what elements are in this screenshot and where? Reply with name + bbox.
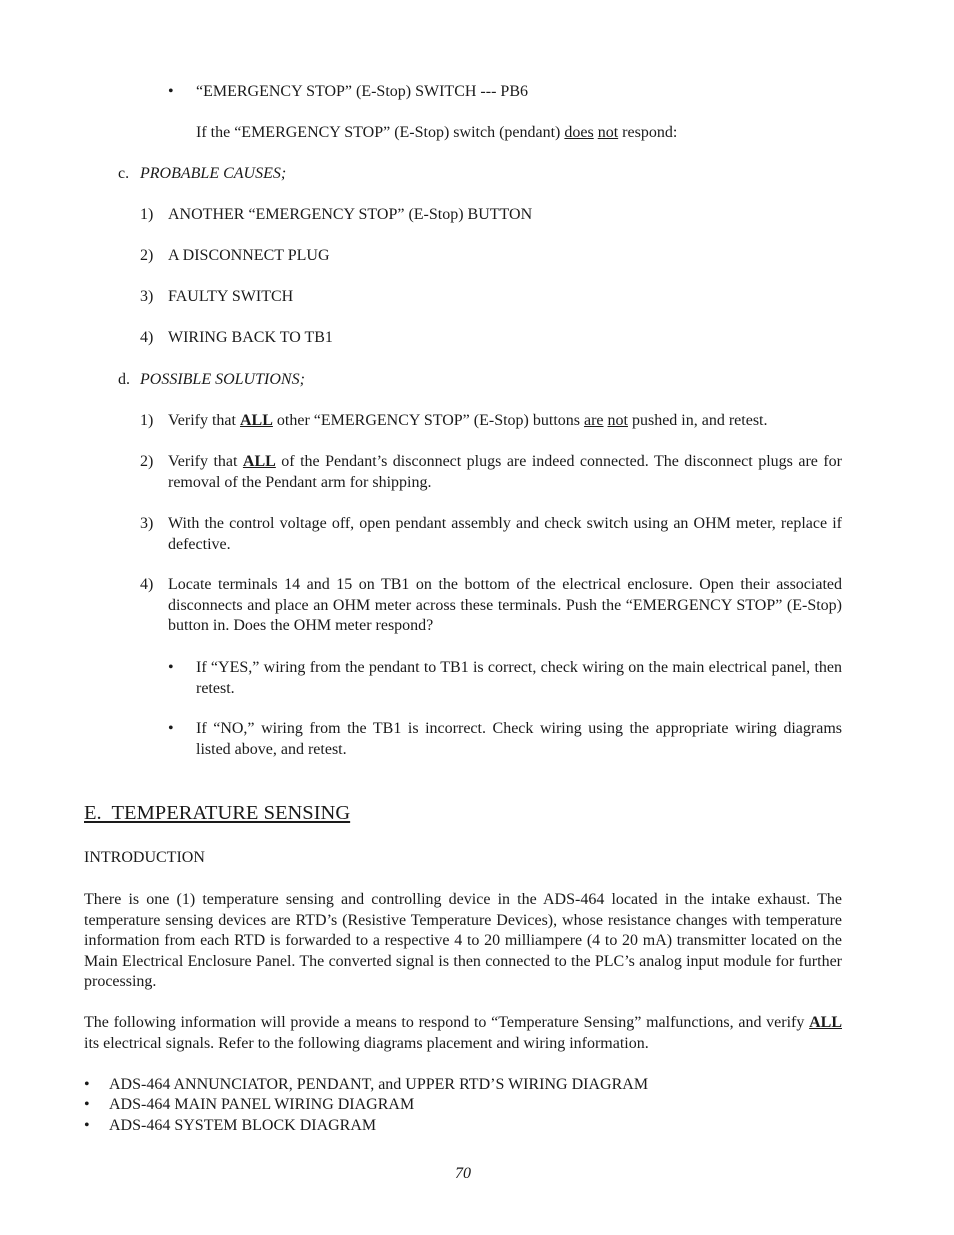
- solution-number: 4): [140, 576, 154, 593]
- solution-number: 2): [140, 453, 154, 470]
- cause-number: 1): [140, 206, 154, 223]
- bullet-icon: •: [168, 659, 174, 676]
- cause-item: FAULTY SWITCH: [168, 288, 294, 305]
- possible-solutions-heading: POSSIBLE SOLUTIONS;: [140, 371, 305, 388]
- introduction-label: INTRODUCTION: [84, 849, 205, 866]
- cause-number: 4): [140, 329, 154, 346]
- solution-item: Locate terminals 14 and 15 on TB1 on the bottom of the electrical enclosure. Open their associated disconnects and place an OHM meter across these terminals. Push the “EMERGENCY STOP” (E-Stop) button in. Does the OHM meter respond?: [168, 576, 842, 634]
- cause-item: WIRING BACK TO TB1: [168, 329, 333, 346]
- bullet-icon: •: [168, 83, 174, 100]
- estop-switch-line: “EMERGENCY STOP” (E-Stop) SWITCH --- PB6: [196, 83, 528, 100]
- diagram-list-item: ADS-464 SYSTEM BLOCK DIAGRAM: [109, 1117, 377, 1134]
- diagram-list-item: ADS-464 MAIN PANEL WIRING DIAGRAM: [109, 1096, 415, 1113]
- bullet-icon: •: [84, 1076, 90, 1093]
- solution-number: 3): [140, 515, 154, 532]
- no-response-note: If the “EMERGENCY STOP” (E-Stop) switch (pendant) does not respond:: [196, 124, 678, 141]
- diagram-list-item: ADS-464 ANNUNCIATOR, PENDANT, and UPPER RTD’S WIRING DIAGRAM: [109, 1076, 649, 1093]
- cause-number: 3): [140, 288, 154, 305]
- section-marker-c: c.: [118, 165, 130, 182]
- cause-item: ANOTHER “EMERGENCY STOP” (E-Stop) BUTTON: [168, 206, 533, 223]
- solution-number: 1): [140, 412, 154, 429]
- sub-bullet-item: If “NO,” wiring from the TB1 is incorrect. Check wiring using the appropriate wiring diagrams listed above, and retest.: [196, 720, 842, 758]
- section-marker-d: d.: [118, 371, 130, 388]
- sub-bullet-item: If “YES,” wiring from the pendant to TB1 is correct, check wiring on the main electrical panel, then retest.: [196, 659, 842, 697]
- page-number: 70: [455, 1165, 471, 1182]
- intro-paragraph: There is one (1) temperature sensing and controlling device in the ADS-464 located in the intake exhaust. The temperature sensing devices are RTD’s (Resistive Temperature Devices), whose resistance changes with temperature information from each RTD is forwarded to a respective 4 to 20 milliampere (4 to 20 mA) transmitter located on the Main Electrical Enclosure Panel. The converted signal is then connected to the PLC’s analog input module for further processing.: [84, 891, 842, 990]
- solution-item: Verify that ALL other “EMERGENCY STOP” (E-Stop) buttons are not pushed in, and retest.: [168, 412, 768, 429]
- probable-causes-heading: PROBABLE CAUSES;: [140, 165, 287, 182]
- bullet-icon: •: [84, 1096, 90, 1113]
- solution-item: Verify that ALL of the Pendant’s disconnect plugs are indeed connected. The disconnect plugs are for removal of the Pendant arm for shipping.: [168, 453, 842, 491]
- info-paragraph: The following information will provide a means to respond to “Temperature Sensing” malfunctions, and verify ALL its electrical signals. Refer to the following diagrams placement and wiring information.: [84, 1014, 842, 1052]
- bullet-icon: •: [84, 1117, 90, 1134]
- cause-number: 2): [140, 247, 154, 264]
- bullet-icon: •: [168, 720, 174, 737]
- solution-item: With the control voltage off, open pendant assembly and check switch using an OHM meter, replace if defective.: [168, 515, 842, 553]
- cause-item: A DISCONNECT PLUG: [168, 247, 330, 264]
- section-title: E. TEMPERATURE SENSING: [84, 802, 351, 824]
